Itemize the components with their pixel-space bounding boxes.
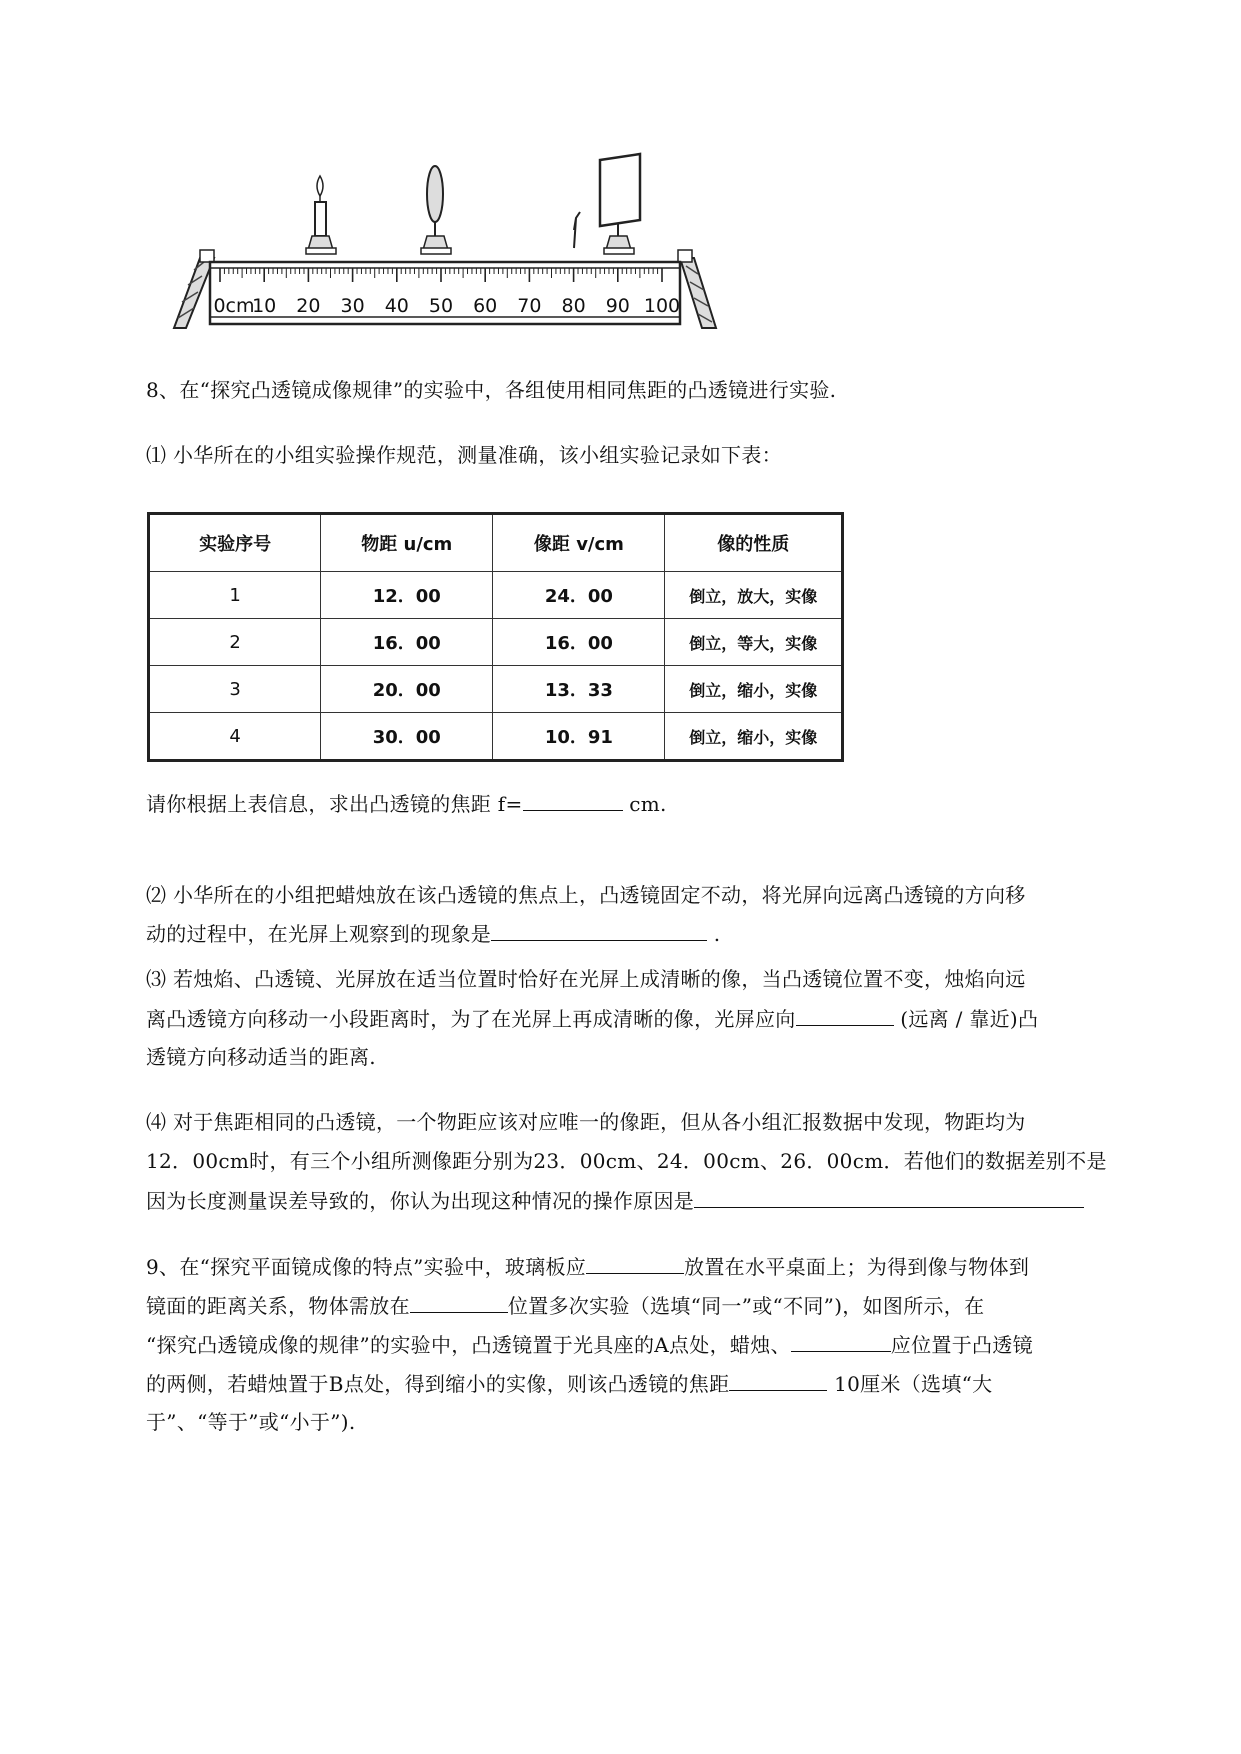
q8-part2-line1: ⑵ 小华所在的小组把蜡烛放在该凸透镜的焦点上，凸透镜固定不动，将光屏向远离凸透镜的方向移: [146, 883, 1026, 907]
q8-focal-unit: cm.: [622, 792, 667, 816]
q8-focal-line: [146, 790, 667, 817]
table-row: [149, 713, 843, 761]
table-cell: 20．00: [321, 666, 493, 713]
q8-part4-line1: ⑷ 对于焦距相同的凸透镜，一个物距应该对应唯一的像距，但从各小组汇报数据中发现，物距均为: [146, 1110, 1026, 1134]
q9-text: 9、在“探究平面镜成像的特点”实验中，玻璃板应: [146, 1255, 587, 1279]
table-row: [149, 666, 843, 713]
scale-label: 40: [384, 295, 409, 317]
answer-blank[interactable]: [586, 1253, 684, 1274]
q8-part2-end: .: [707, 922, 721, 946]
q9-text: 镜面的距离关系，物体需放在: [146, 1294, 410, 1318]
q8-part1: ⑴ 小华所在的小组实验操作规范，测量准确，该小组实验记录如下表：: [146, 443, 782, 467]
scale-label: 100: [643, 295, 681, 317]
table-cell: 倒立，放大，实像: [665, 572, 843, 619]
q8-part4-line3: [146, 1187, 1084, 1214]
table-cell: 10．91: [493, 713, 665, 761]
q9-line2: [146, 1292, 984, 1319]
q9-line3: [146, 1331, 1033, 1358]
table-header-row: [149, 514, 843, 572]
answer-blank[interactable]: [796, 1005, 894, 1026]
right-support: [680, 258, 716, 328]
q8-part2-text: 动的过程中，在光屏上观察到的现象是: [146, 922, 492, 946]
position-marker: [574, 212, 580, 248]
table-cell: 4: [149, 713, 321, 761]
q9-text: “探究凸透镜成像的规律”的实验中，凸透镜置于光具座的A点处，蜡烛、: [146, 1333, 791, 1357]
table-cell: 16．00: [321, 619, 493, 666]
q8-part3-option: (远离 / 靠近)凸: [893, 1007, 1039, 1031]
table-cell: 30．00: [321, 713, 493, 761]
optical-bench-drawing: [170, 150, 810, 340]
table-cell: 13．33: [493, 666, 665, 713]
table-row: [149, 619, 843, 666]
convex-lens: [421, 166, 451, 254]
q9-line4: [146, 1370, 992, 1397]
answer-blank[interactable]: [523, 790, 623, 811]
q8-stem: 8、在“探究凸透镜成像规律”的实验中，各组使用相同焦距的凸透镜进行实验.: [146, 378, 837, 402]
answer-blank[interactable]: [694, 1187, 1084, 1208]
table-header: 物距 u/cm: [321, 514, 493, 572]
q9-line1: [146, 1253, 1029, 1280]
q8-part2-line2: [146, 920, 720, 947]
table-cell: 3: [149, 666, 321, 713]
scale-label: 70: [517, 295, 542, 317]
scale-label: 20: [296, 295, 321, 317]
scale-label: 10: [252, 295, 277, 317]
table-header: 实验序号: [149, 514, 321, 572]
light-screen: [600, 154, 640, 254]
table-cell: 1: [149, 572, 321, 619]
answer-blank[interactable]: [410, 1292, 508, 1313]
q9-text: 应位置于凸透镜: [890, 1333, 1033, 1357]
candle: [306, 176, 336, 254]
scale-label: 90: [605, 295, 630, 317]
q9-text: 位置多次实验（选填“同一”或“不同”)，如图所示，在: [507, 1294, 985, 1318]
table-row: [149, 572, 843, 619]
scale-label: 80: [561, 295, 586, 317]
table-cell: 倒立，缩小，实像: [665, 666, 843, 713]
answer-blank[interactable]: [791, 1331, 891, 1352]
scale-label: 30: [340, 295, 365, 317]
optical-bench-figure: [170, 150, 810, 340]
table-cell: 倒立，缩小，实像: [665, 713, 843, 761]
q8-focal-text: 请你根据上表信息，求出凸透镜的焦距 f=: [146, 792, 523, 816]
q9-text: 的两侧，若蜡烛置于B点处，得到缩小的实像，则该凸透镜的焦距: [146, 1372, 730, 1396]
answer-blank[interactable]: [729, 1370, 827, 1391]
scale-label: 50: [428, 295, 454, 317]
q8-part3-line2: [146, 1005, 1038, 1032]
q8-part4-line2: 12．00cm时，有三个小组所测像距分别为23．00cm、24．00cm、26．00cm．若他们的数据差别不是: [146, 1149, 1107, 1173]
experiment-table: [147, 512, 844, 762]
table-cell: 24．00: [493, 572, 665, 619]
answer-blank[interactable]: [491, 920, 707, 941]
scale-label: 60: [473, 295, 498, 317]
table-cell: 2: [149, 619, 321, 666]
table-cell: 16．00: [493, 619, 665, 666]
q8-part3-text: 离凸透镜方向移动一小段距离时，为了在光屏上再成清晰的像，光屏应向: [146, 1007, 796, 1031]
table-header: 像距 v/cm: [493, 514, 665, 572]
scale-label: 0cm: [213, 295, 255, 317]
q9-text: 放置在水平桌面上；为得到像与物体到: [684, 1255, 1030, 1279]
q8-part4-text: 因为长度测量误差导致的，你认为出现这种情况的操作原因是: [146, 1189, 695, 1213]
q8-part3-line1: ⑶ 若烛焰、凸透镜、光屏放在适当位置时恰好在光屏上成清晰的像，当凸透镜位置不变，烛焰向远: [146, 967, 1026, 991]
table-cell: 12．00: [321, 572, 493, 619]
table-cell: 倒立，等大，实像: [665, 619, 843, 666]
q9-line5: 于”、“等于”或“小于”).: [146, 1410, 356, 1434]
q9-text: 10厘米（选填“大: [827, 1372, 993, 1396]
q8-part3-line3: 透镜方向移动适当的距离.: [146, 1045, 376, 1069]
table-header: 像的性质: [665, 514, 843, 572]
